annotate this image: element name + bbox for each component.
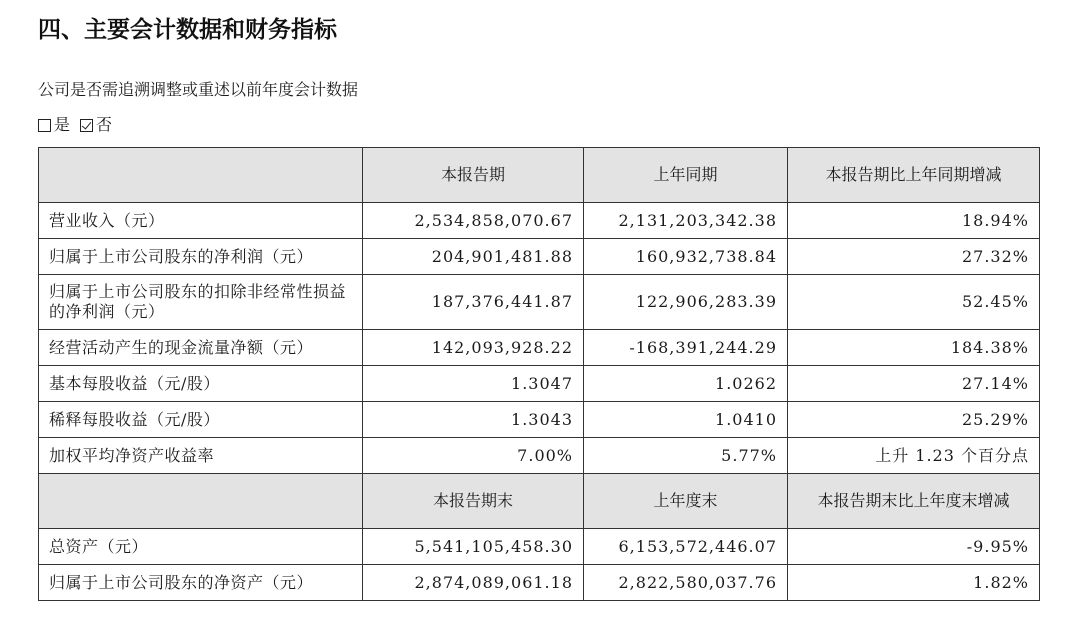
header-cell: 上年度末 bbox=[584, 474, 788, 529]
row-label: 归属于上市公司股东的净利润（元） bbox=[39, 239, 363, 275]
current-value: 142,093,928.22 bbox=[363, 330, 584, 366]
current-value: 187,376,441.87 bbox=[363, 275, 584, 330]
row-label: 加权平均净资产收益率 bbox=[39, 438, 363, 474]
table-header-row bbox=[39, 148, 1040, 203]
table-row bbox=[39, 239, 1040, 275]
header-cell bbox=[39, 474, 363, 529]
table-row bbox=[39, 275, 1040, 330]
previous-value: 2,822,580,037.76 bbox=[584, 565, 788, 601]
checkbox-checked-icon[interactable] bbox=[80, 119, 93, 132]
option-no[interactable] bbox=[80, 113, 112, 137]
header-cell: 本报告期比上年同期增减 bbox=[788, 148, 1040, 203]
table-row bbox=[39, 402, 1040, 438]
previous-value: 122,906,283.39 bbox=[584, 275, 788, 330]
previous-value: 1.0262 bbox=[584, 366, 788, 402]
change-value: 上升 1.23 个百分点 bbox=[788, 438, 1040, 474]
table-row bbox=[39, 438, 1040, 474]
previous-value: 2,131,203,342.38 bbox=[584, 203, 788, 239]
option-yes-label: 是 bbox=[54, 115, 71, 134]
current-value: 2,534,858,070.67 bbox=[363, 203, 584, 239]
row-label: 总资产（元） bbox=[39, 529, 363, 565]
previous-value: -168,391,244.29 bbox=[584, 330, 788, 366]
financial-indicators-table bbox=[38, 147, 1040, 601]
table-row bbox=[39, 330, 1040, 366]
change-value: 1.82% bbox=[788, 565, 1040, 601]
row-label: 归属于上市公司股东的净资产（元） bbox=[39, 565, 363, 601]
table-row bbox=[39, 366, 1040, 402]
row-label: 经营活动产生的现金流量净额（元） bbox=[39, 330, 363, 366]
change-value: -9.95% bbox=[788, 529, 1040, 565]
table-row bbox=[39, 529, 1040, 565]
table-row bbox=[39, 203, 1040, 239]
restatement-question: 公司是否需追溯调整或重述以前年度会计数据 bbox=[38, 80, 359, 99]
checkbox-unchecked-icon[interactable] bbox=[38, 119, 51, 132]
row-label: 归属于上市公司股东的扣除非经常性损益的净利润（元） bbox=[39, 275, 363, 330]
current-value: 1.3047 bbox=[363, 366, 584, 402]
current-value: 2,874,089,061.18 bbox=[363, 565, 584, 601]
section-title: 四、主要会计数据和财务指标 bbox=[38, 17, 337, 43]
current-value: 204,901,481.88 bbox=[363, 239, 584, 275]
current-value: 7.00% bbox=[363, 438, 584, 474]
row-label: 营业收入（元） bbox=[39, 203, 363, 239]
change-value: 18.94% bbox=[788, 203, 1040, 239]
change-value: 184.38% bbox=[788, 330, 1040, 366]
previous-value: 160,932,738.84 bbox=[584, 239, 788, 275]
header-cell: 本报告期 bbox=[363, 148, 584, 203]
row-label: 基本每股收益（元/股） bbox=[39, 366, 363, 402]
change-value: 27.32% bbox=[788, 239, 1040, 275]
header-cell: 上年同期 bbox=[584, 148, 788, 203]
change-value: 25.29% bbox=[788, 402, 1040, 438]
table-row bbox=[39, 565, 1040, 601]
row-label: 稀释每股收益（元/股） bbox=[39, 402, 363, 438]
restatement-options bbox=[38, 113, 122, 137]
table-header-row bbox=[39, 474, 1040, 529]
option-no-label: 否 bbox=[96, 115, 113, 134]
header-cell: 本报告期末 bbox=[363, 474, 584, 529]
previous-value: 1.0410 bbox=[584, 402, 788, 438]
previous-value: 5.77% bbox=[584, 438, 788, 474]
change-value: 52.45% bbox=[788, 275, 1040, 330]
current-value: 1.3043 bbox=[363, 402, 584, 438]
previous-value: 6,153,572,446.07 bbox=[584, 529, 788, 565]
current-value: 5,541,105,458.30 bbox=[363, 529, 584, 565]
change-value: 27.14% bbox=[788, 366, 1040, 402]
header-cell: 本报告期末比上年度末增减 bbox=[788, 474, 1040, 529]
header-cell bbox=[39, 148, 363, 203]
option-yes[interactable] bbox=[38, 113, 70, 137]
